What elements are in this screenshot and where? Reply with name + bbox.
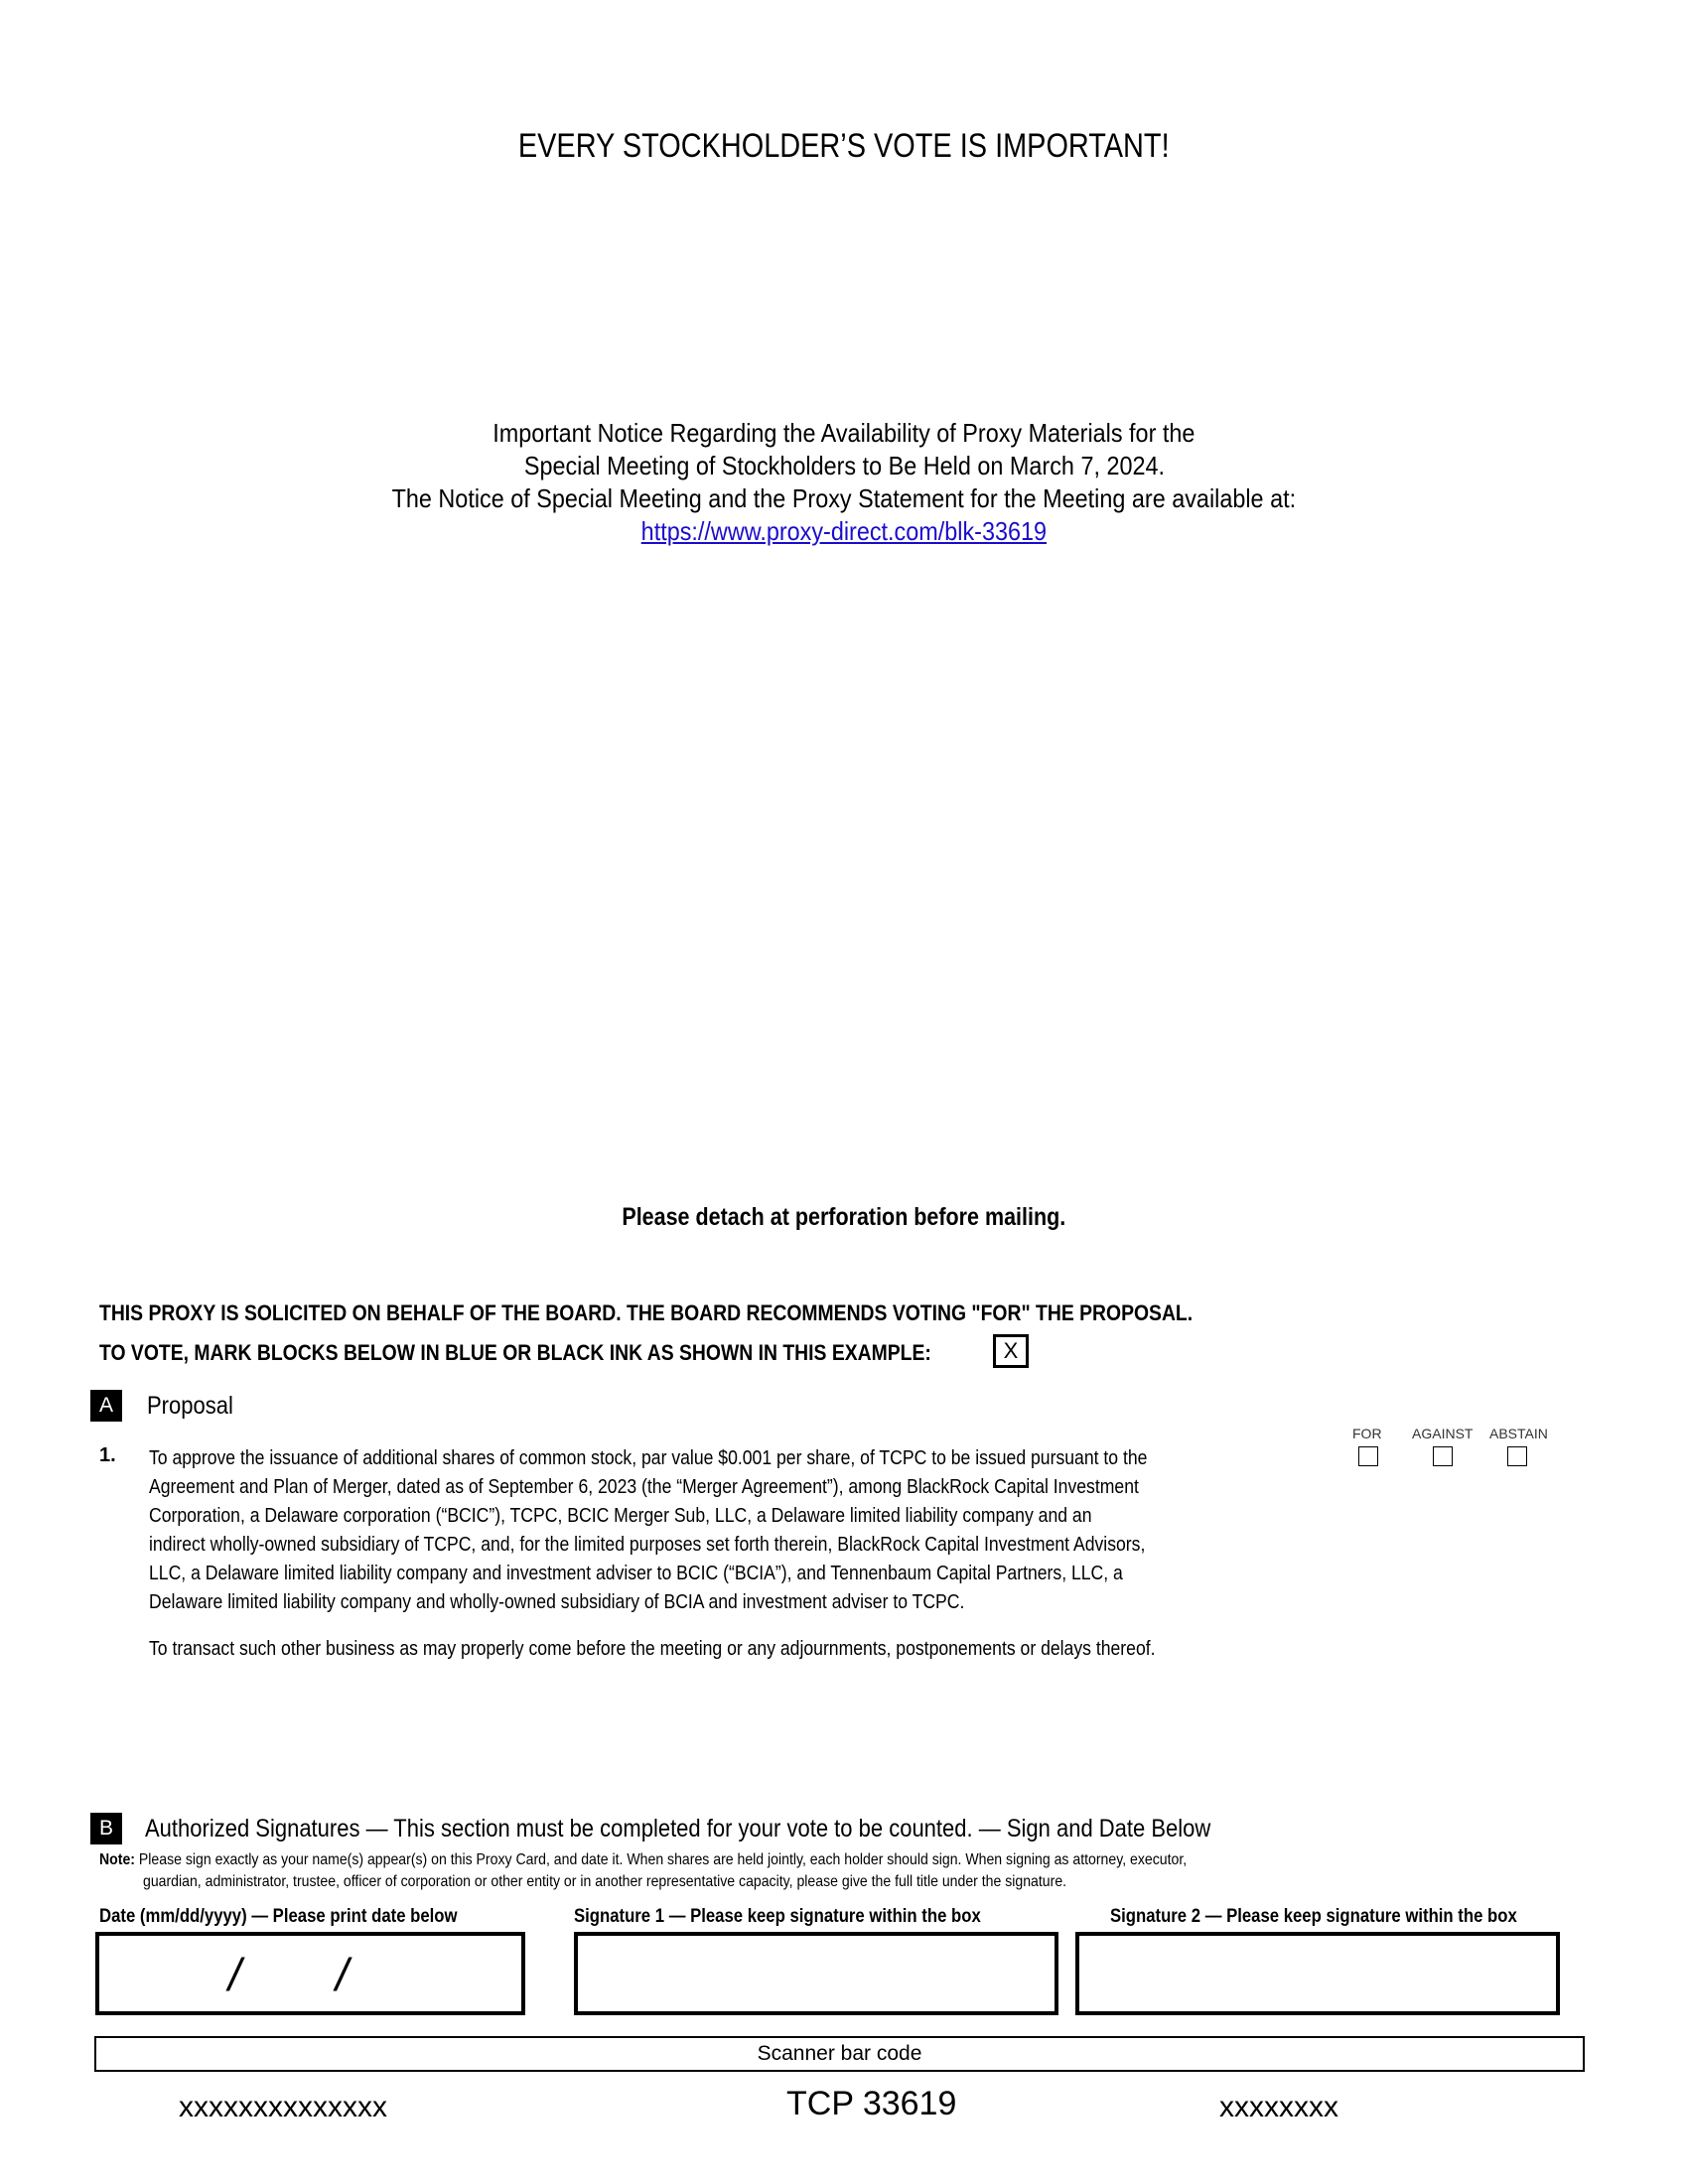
footer-right-code: xxxxxxxx (1219, 2091, 1338, 2123)
proposal-line: To approve the issuance of additional shares of common stock, par value $0.001 per share, of TCPC to be issued pursuant to the (149, 1447, 1148, 1469)
date-label: Date (mm/dd/yyyy) — Please print date below (99, 1906, 458, 1927)
example-mark-box: X (993, 1334, 1029, 1368)
proposal-line: Delaware limited liability company and wholly-owned subsidiary of BCIA and investment adviser to TCPC. (149, 1591, 965, 1613)
signature-1-label: Signature 1 — Please keep signature within the box (574, 1906, 981, 1927)
date-input-box[interactable] (95, 1932, 525, 2015)
notice-line-2: Special Meeting of Stockholders to Be Held on March 7, 2024. (523, 451, 1165, 480)
proxy-materials-link[interactable]: https://www.proxy-direct.com/blk-33619 (640, 516, 1048, 546)
column-abstain-label: ABSTAIN (1489, 1426, 1548, 1441)
column-for-label: FOR (1352, 1426, 1382, 1441)
signature-2-box[interactable] (1075, 1932, 1560, 2015)
section-a-title: Proposal (147, 1392, 233, 1420)
proposal-number: 1. (99, 1444, 116, 1466)
section-a-badge: A (90, 1390, 122, 1422)
date-separator: / (336, 1949, 349, 2000)
signature-2-label: Signature 2 — Please keep signature within the box (1110, 1906, 1517, 1927)
proposal-line: Corporation, a Delaware corporation (“BCIC”), TCPC, BCIC Merger Sub, LLC, a Delaware limited liability company and an (149, 1505, 1092, 1527)
detach-instruction: Please detach at perforation before mailing. (622, 1203, 1066, 1231)
proposal-line: Agreement and Plan of Merger, dated as of September 6, 2023 (the “Merger Agreement”), among BlackRock Capital Investment (149, 1476, 1139, 1498)
board-solicitation-statement: THIS PROXY IS SOLICITED ON BEHALF OF THE BOARD. THE BOARD RECOMMENDS VOTING "FOR" THE PROPOSAL. (99, 1300, 1194, 1325)
note-text-line-1: Please sign exactly as your name(s) appear(s) on this Proxy Card, and date it. When shares are held jointly, each holder should sign. When signing as attorney, executor, (138, 1851, 1188, 1868)
column-against-label: AGAINST (1412, 1426, 1474, 1441)
scanner-bar-code-box: Scanner bar code (94, 2036, 1585, 2072)
signature-note (99, 1849, 1589, 1893)
voting-instruction: TO VOTE, MARK BLOCKS BELOW IN BLUE OR BLACK INK AS SHOWN IN THIS EXAMPLE: (99, 1340, 931, 1365)
availability-notice (0, 417, 1688, 548)
proposal-text (149, 1444, 1321, 1617)
notice-line-1: Important Notice Regarding the Availability of Proxy Materials for the (492, 418, 1196, 448)
proposal-line: LLC, a Delaware limited liability company and investment adviser to BCIC (“BCIA”), and Tennenbaum Capital Partners, LLC, a (149, 1563, 1123, 1584)
vote-for-checkbox[interactable] (1358, 1446, 1378, 1466)
note-text-line-2: guardian, administrator, trustee, officer of corporation or other entity or in another representative capacity, please give the full title under the signature. (143, 1873, 1067, 1890)
vote-abstain-checkbox[interactable] (1507, 1446, 1527, 1466)
footer-center-code: TCP 33619 (786, 2085, 957, 2122)
note-label: Note: (99, 1851, 135, 1868)
section-b-title: Authorized Signatures — This section must be completed for your vote to be counted. — Sign and Date Below (145, 1815, 1211, 1843)
page-title: EVERY STOCKHOLDER’S VOTE IS IMPORTANT! (518, 127, 1170, 165)
vote-against-checkbox[interactable] (1433, 1446, 1453, 1466)
proposal-line: indirect wholly-owned subsidiary of TCPC, and, for the limited purposes set forth therein, BlackRock Capital Investment Advisors, (149, 1534, 1146, 1556)
notice-line-3: The Notice of Special Meeting and the Proxy Statement for the Meeting are available at: (391, 483, 1297, 513)
footer-left-code: xxxxxxxxxxxxxx (179, 2091, 387, 2123)
section-b-badge: B (90, 1813, 122, 1844)
other-business-text: To transact such other business as may properly come before the meeting or any adjournments, postponements or delays thereof. (149, 1638, 1156, 1660)
date-separator: / (228, 1949, 241, 2000)
signature-1-box[interactable] (574, 1932, 1058, 2015)
